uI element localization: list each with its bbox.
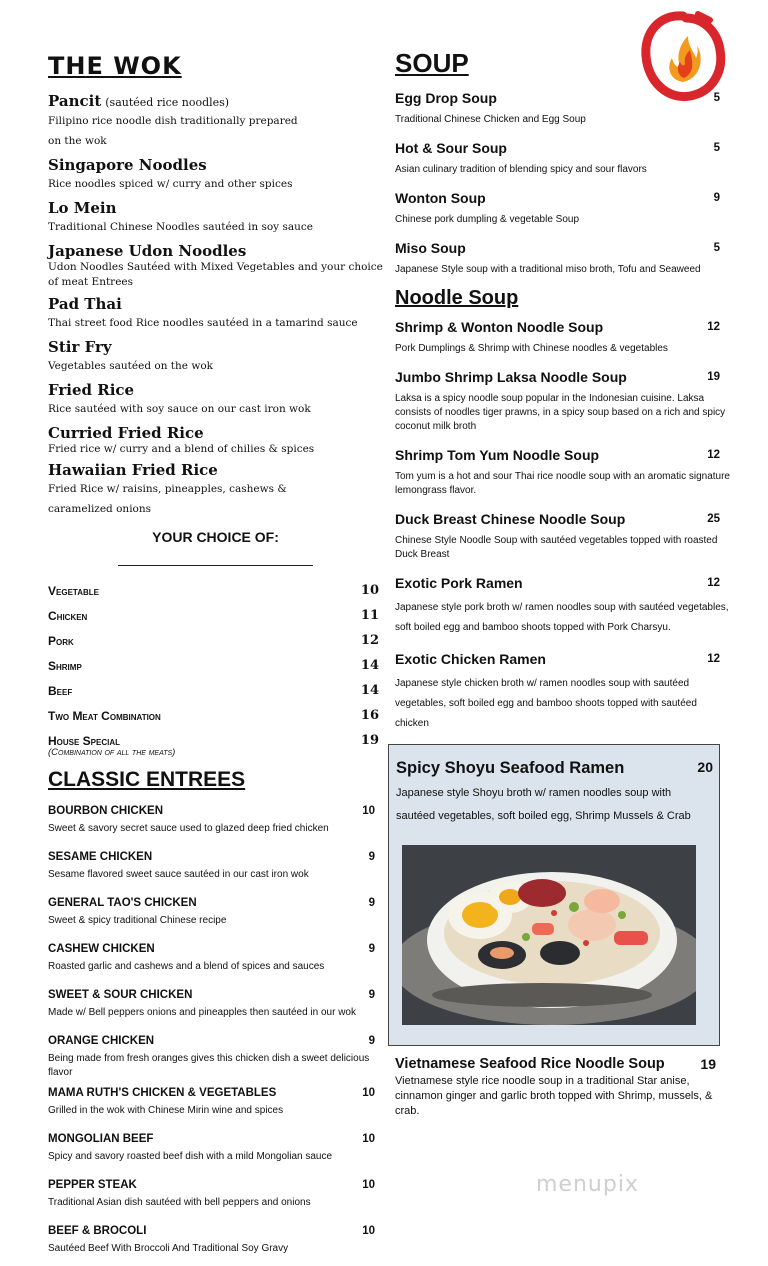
entree-price: 10: [362, 1179, 375, 1191]
wok-item-name: Singapore Noodles: [48, 156, 207, 174]
entree-desc: Grilled in the wok with Chinese Mirin wine and spices: [48, 1105, 284, 1116]
entree-item: [48, 800, 383, 844]
entree-price: 10: [362, 805, 375, 817]
entree-item: [48, 1220, 383, 1264]
choice-row: [48, 678, 383, 703]
choice-price: 12: [360, 633, 379, 648]
ramen-photo: [402, 845, 696, 1025]
house-special-note: (Combination of all the meats): [48, 747, 176, 758]
wok-item-name: Japanese Udon Noodles: [48, 242, 247, 260]
noodle-desc: Japanese style chicken broth w/ ramen noodles soup with sautéed vegetables, soft boiled egg and bamboo shoots topped with sautéed chicken: [395, 678, 697, 729]
choice-name: Pork: [48, 633, 74, 648]
wok-item-desc: Traditional Chinese Noodles sautéed in soy sauce: [48, 221, 313, 233]
choice-row: [48, 578, 383, 603]
entree-price: 9: [368, 851, 375, 863]
choice-price: 14: [360, 683, 379, 698]
wok-item-name: Fried Rice: [48, 381, 135, 399]
choice-title: YOUR CHOICE OF:: [152, 529, 279, 545]
wok-item: [48, 156, 383, 194]
choice-row: [48, 703, 383, 728]
entree-name: SESAME CHICKEN: [48, 851, 153, 863]
soup-desc: Japanese Style soup with a traditional miso broth, Tofu and Seaweed: [395, 264, 701, 275]
entree-desc: Spicy and savory roasted beef dish with a mild Mongolian sauce: [48, 1151, 333, 1162]
choice-price: 19: [360, 733, 379, 748]
noodle-price: 12: [707, 449, 720, 461]
choice-price: 10: [360, 583, 379, 598]
noodle-section-title: Noodle Soup: [395, 287, 519, 309]
noodle-price: 25: [707, 513, 720, 525]
vietnamese-desc: Vietnamese style rice noodle soup in a traditional Star anise, cinnamon ginger and garlic broth topped with Shrimp, mussels, & crab.: [395, 1075, 713, 1117]
soup-item: [395, 137, 730, 177]
entree-item: [48, 846, 383, 890]
entree-desc: Sweet & spicy traditional Chinese recipe: [48, 915, 227, 926]
noodle-price: 19: [707, 371, 720, 383]
wok-item: [48, 461, 383, 519]
entree-name: GENERAL TAO'S CHICKEN: [48, 897, 197, 909]
entree-desc: Being made from fresh oranges gives this chicken dish a sweet delicious flavor: [48, 1053, 370, 1078]
entree-item: [48, 1174, 383, 1218]
entree-desc: Roasted garlic and cashews and a blend of spices and sauces: [48, 961, 325, 972]
soup-item: [395, 237, 730, 277]
noodle-item: [395, 366, 730, 434]
noodle-desc: Pork Dumplings & Shrimp with Chinese noodles & vegetables: [395, 343, 668, 354]
wok-item-desc: Udon Noodles Sautéed with Mixed Vegetables and your choice of meat Entrees: [48, 261, 383, 288]
wok-item-name: Pancit: [48, 92, 102, 110]
wok-section-title: THE WOK: [48, 52, 182, 80]
entree-name: ORANGE CHICKEN: [48, 1035, 155, 1047]
soup-desc: Asian culinary tradition of blending spicy and sour flavors: [395, 164, 647, 175]
wok-item: [48, 338, 383, 376]
noodle-item: [395, 508, 730, 562]
wok-item: [48, 242, 383, 290]
noodle-name: Exotic Chicken Ramen: [395, 651, 546, 667]
soup-name: Miso Soup: [395, 240, 466, 256]
wok-item: [48, 295, 383, 333]
entree-desc: Made w/ Bell peppers onions and pineapples then sautéed in our wok: [48, 1007, 356, 1018]
wok-item-name: Hawaiian Fried Rice: [48, 461, 218, 479]
wok-item: [48, 424, 383, 456]
wok-item: [48, 92, 383, 151]
choice-row: [48, 653, 383, 678]
vietnamese-name: Vietnamese Seafood Rice Noodle Soup: [395, 1056, 665, 1072]
entree-item: [48, 938, 383, 982]
noodle-desc: Chinese Style Noodle Soup with sautéed vegetables topped with roasted Duck Breast: [395, 535, 718, 560]
entree-name: PEPPER STEAK: [48, 1179, 137, 1191]
entree-name: BEEF & BROCOLI: [48, 1225, 147, 1237]
entree-item: [48, 984, 383, 1028]
entree-name: CASHEW CHICKEN: [48, 943, 155, 955]
divider: [118, 565, 313, 566]
entree-price: 10: [362, 1225, 375, 1237]
noodle-item: [395, 444, 730, 498]
entree-desc: Sesame flavored sweet sauce sautéed in our cast iron wok: [48, 869, 309, 880]
choice-price: 14: [360, 658, 379, 673]
entree-item: [48, 892, 383, 936]
soup-item: [395, 187, 730, 227]
soup-price: 5: [713, 242, 720, 254]
noodle-price: 12: [707, 321, 720, 333]
noodle-name: Exotic Pork Ramen: [395, 575, 523, 591]
entree-item: [48, 1030, 383, 1080]
wok-item-name: Stir Fry: [48, 338, 112, 356]
entree-name: MAMA RUTH'S CHICKEN & VEGETABLES: [48, 1087, 277, 1099]
wok-item-desc: Vegetables sautéed on the wok: [48, 360, 214, 372]
entree-name: MONGOLIAN BEEF: [48, 1133, 154, 1145]
featured-desc-line2: sautéed vegetables, soft boiled egg, Shrimp Mussels & Crab: [396, 810, 691, 822]
soup-name: Hot & Sour Soup: [395, 140, 507, 156]
featured-name: Spicy Shoyu Seafood Ramen: [396, 759, 625, 777]
wok-item-desc: Fried Rice w/ raisins, pineapples, cashews & caramelized onions: [48, 483, 287, 515]
noodle-name: Shrimp & Wonton Noodle Soup: [395, 319, 604, 335]
entree-desc: Sweet & savory secret sauce used to glazed deep fried chicken: [48, 823, 329, 834]
entree-item: [48, 1128, 383, 1172]
noodle-desc: Tom yum is a hot and sour Thai rice noodle soup with an aromatic signature lemongrass flavor.: [395, 471, 730, 496]
left-column: [48, 52, 383, 1266]
noodle-name: Shrimp Tom Yum Noodle Soup: [395, 447, 600, 463]
entree-price: 10: [362, 1087, 375, 1099]
choice-name: Beef: [48, 683, 73, 698]
choice-name: Shrimp: [48, 658, 82, 673]
choice-name: Chicken: [48, 608, 88, 623]
noodle-item: [395, 648, 730, 734]
soup-price: 9: [713, 192, 720, 204]
noodle-item: [395, 316, 730, 356]
noodle-desc: Laksa is a spicy noodle soup popular in the Indonesian cuisine. Laksa consists of noodles tiger prawns, in a spicy soup based on a rich and spicy coconut milk broth: [395, 393, 726, 432]
choice-price: 16: [360, 708, 379, 723]
wok-item: [48, 381, 383, 419]
entree-desc: Traditional Asian dish sautéed with bell peppers and onions: [48, 1197, 311, 1208]
soup-desc: Traditional Chinese Chicken and Egg Soup: [395, 114, 586, 125]
choice-price: 11: [360, 608, 379, 623]
entree-price: 9: [368, 989, 375, 1001]
wok-item-name: Curried Fried Rice: [48, 424, 204, 442]
soup-name: Wonton Soup: [395, 190, 486, 206]
wok-item-name: Pad Thai: [48, 295, 122, 313]
soup-section-title: SOUP: [395, 48, 469, 78]
wok-item-note: (sautéed rice noodles): [105, 96, 230, 109]
wok-item-desc: Rice noodles spiced w/ curry and other spices: [48, 178, 293, 190]
noodle-price: 12: [707, 577, 720, 589]
noodle-name: Jumbo Shrimp Laksa Noodle Soup: [395, 369, 627, 385]
wok-item-desc: Fried rice w/ curry and a blend of chilies & spices: [48, 443, 315, 455]
noodle-desc: Japanese style pork broth w/ ramen noodles soup with sautéed vegetables, soft boiled egg and bamboo shoots topped with Pork Charsyu.: [395, 602, 729, 633]
choice-row: [48, 603, 383, 628]
entree-desc: Sautéed Beef With Broccoli And Traditional Soy Gravy: [48, 1243, 289, 1254]
entree-price: 9: [368, 943, 375, 955]
wok-item: [48, 199, 383, 237]
wok-item-desc: Rice sautéed with soy sauce on our cast iron wok: [48, 403, 311, 415]
entree-name: BOURBON CHICKEN: [48, 805, 163, 817]
wok-item-name: Lo Mein: [48, 199, 117, 217]
entree-price: 9: [368, 1035, 375, 1047]
choice-name: Two Meat Combination: [48, 708, 161, 723]
entree-price: 10: [362, 1133, 375, 1145]
soup-desc: Chinese pork dumpling & vegetable Soup: [395, 214, 580, 225]
entree-item: [48, 1082, 383, 1126]
soup-item: [395, 87, 730, 127]
featured-box: [388, 744, 720, 1046]
vietnamese-price: 19: [700, 1056, 716, 1072]
noodle-item: [395, 572, 730, 638]
featured-price: 20: [697, 759, 713, 775]
soup-price: 5: [713, 92, 720, 104]
soup-price: 5: [713, 142, 720, 154]
wok-item-desc: Filipino rice noodle dish traditionally prepared on the wok: [48, 115, 298, 147]
choice-name: House Special: [48, 733, 121, 748]
classic-section-title: CLASSIC ENTREES: [48, 768, 246, 791]
noodle-price: 12: [707, 653, 720, 665]
entree-name: SWEET & SOUR CHICKEN: [48, 989, 193, 1001]
vietnamese-soup-item: [395, 1056, 720, 1119]
choice-row: [48, 628, 383, 653]
choice-name: Vegetable: [48, 583, 99, 598]
watermark: menupix: [536, 1172, 639, 1197]
wok-item-desc: Thai street food Rice noodles sautéed in a tamarind sauce: [48, 317, 358, 329]
right-column: [395, 48, 730, 744]
entree-price: 9: [368, 897, 375, 909]
noodle-name: Duck Breast Chinese Noodle Soup: [395, 511, 626, 527]
featured-desc-line1: Japanese style Shoyu broth w/ ramen noodles soup with: [396, 787, 672, 799]
soup-name: Egg Drop Soup: [395, 90, 497, 106]
